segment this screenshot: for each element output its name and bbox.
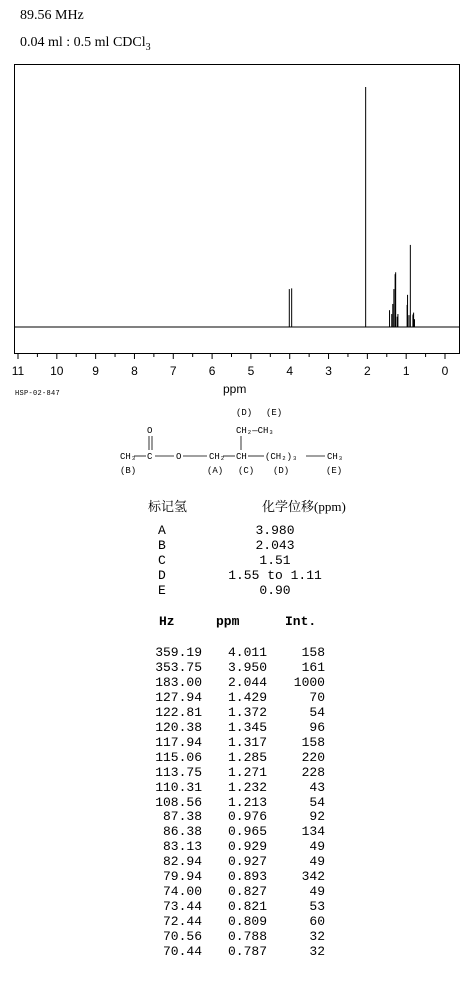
peak-hz: 79.94 bbox=[162, 869, 202, 885]
assign-label-c: C bbox=[158, 553, 166, 568]
assign-value-e: 0.90 bbox=[259, 583, 291, 598]
peak-ppm: 1.372 bbox=[227, 704, 267, 720]
assignment-header-shift: 化学位移(ppm) bbox=[262, 499, 346, 514]
peak-hz: 122.81 bbox=[155, 704, 202, 720]
peak-int: 54 bbox=[309, 794, 325, 810]
carbonyl-oxygen: O bbox=[147, 426, 153, 436]
peak-int: 32 bbox=[309, 929, 325, 945]
x-tick-label: 8 bbox=[131, 364, 138, 378]
x-axis-ticks bbox=[12, 354, 449, 378]
peak-hz: 353.75 bbox=[155, 659, 202, 675]
peak-int: 1000 bbox=[293, 674, 325, 690]
peak-int: 49 bbox=[309, 839, 325, 855]
ethyl-branch: CH₂—CH₃ bbox=[236, 426, 274, 436]
peak-int: 60 bbox=[309, 914, 325, 930]
label-b: (B) bbox=[120, 466, 137, 476]
label-a: (A) bbox=[207, 466, 224, 476]
peak-int: 43 bbox=[309, 779, 325, 795]
peak-hz: 70.56 bbox=[162, 929, 202, 945]
assign-label-d: D bbox=[158, 568, 166, 583]
ester-oxygen: O bbox=[176, 452, 182, 462]
peak-hz: 359.19 bbox=[155, 645, 202, 660]
peak-hz: 113.75 bbox=[155, 764, 202, 780]
peak-ppm: 0.893 bbox=[227, 869, 267, 885]
label-c: (C) bbox=[238, 466, 255, 476]
nmr-spectrum-chart bbox=[0, 0, 474, 400]
peak-ppm: 1.317 bbox=[227, 734, 267, 750]
x-tick-label: 11 bbox=[11, 364, 25, 378]
peak-hz: 86.38 bbox=[162, 824, 202, 840]
peak-int: 134 bbox=[301, 824, 325, 840]
peak-ppm: 1.271 bbox=[227, 764, 267, 780]
spectrum-peaks bbox=[289, 87, 414, 327]
label-group-e-top: (E) bbox=[266, 408, 283, 418]
peak-hz: 70.44 bbox=[162, 944, 202, 959]
peak-ppm: 1.285 bbox=[227, 749, 267, 765]
label-group-d-top: (D) bbox=[236, 408, 253, 418]
assign-label-e: E bbox=[158, 583, 166, 598]
label-d: (D) bbox=[273, 466, 290, 476]
spectrometer-frequency: 89.56 MHz bbox=[20, 8, 84, 23]
peak-hz: 120.38 bbox=[155, 719, 202, 735]
methylene-a: CH₂ bbox=[209, 452, 226, 462]
x-tick-label: 1 bbox=[402, 364, 410, 378]
peak-header-hz: Hz bbox=[159, 614, 175, 629]
peak-ppm: 0.929 bbox=[227, 839, 267, 855]
peak-hz: 117.94 bbox=[155, 734, 202, 750]
peak-int: 161 bbox=[301, 659, 325, 675]
peak-ppm: 1.345 bbox=[227, 719, 267, 735]
spectrum-code: HSP-02-847 bbox=[15, 390, 61, 398]
assign-label-a: A bbox=[158, 523, 166, 538]
peak-header-int: Int. bbox=[285, 614, 317, 629]
peak-int: 158 bbox=[301, 645, 325, 660]
x-axis-label: ppm bbox=[223, 382, 247, 396]
peak-int: 92 bbox=[309, 809, 325, 825]
assign-label-b: B bbox=[158, 538, 166, 553]
assign-value-a: 3.980 bbox=[255, 523, 295, 538]
peak-ppm: 0.821 bbox=[227, 899, 267, 915]
peak-hz: 108.56 bbox=[155, 794, 202, 810]
peak-ppm: 4.011 bbox=[227, 645, 267, 660]
peak-ppm: 0.927 bbox=[227, 854, 267, 870]
assign-value-b: 2.043 bbox=[255, 538, 295, 553]
assign-value-d: 1.55 to 1.11 bbox=[228, 568, 322, 583]
peak-ppm: 0.787 bbox=[227, 944, 267, 959]
peak-hz: 87.38 bbox=[162, 809, 202, 825]
peak-ppm: 0.788 bbox=[227, 929, 267, 945]
peak-hz: 83.13 bbox=[162, 839, 202, 855]
methylene-chain-d: (CH₂)₃ bbox=[265, 452, 298, 462]
peak-ppm: 0.976 bbox=[227, 809, 267, 825]
x-tick-label: 0 bbox=[441, 364, 449, 378]
peak-ppm: 0.965 bbox=[227, 824, 267, 840]
peak-ppm: 2.044 bbox=[227, 674, 267, 690]
peak-ppm: 1.429 bbox=[227, 689, 267, 705]
peak-hz: 183.00 bbox=[155, 674, 202, 690]
peak-hz: 82.94 bbox=[162, 854, 202, 870]
x-tick-label: 3 bbox=[325, 364, 332, 378]
x-tick-label: 5 bbox=[247, 364, 255, 378]
peak-int: 54 bbox=[309, 704, 325, 720]
molecule-structure bbox=[0, 400, 474, 488]
peak-int: 32 bbox=[309, 944, 325, 959]
peak-ppm: 1.213 bbox=[227, 794, 267, 810]
x-tick-label: 4 bbox=[286, 364, 294, 378]
peak-int: 70 bbox=[309, 689, 325, 705]
peak-int: 158 bbox=[301, 734, 325, 750]
peak-ppm: 0.827 bbox=[227, 884, 267, 900]
peak-int: 96 bbox=[309, 719, 325, 735]
x-tick-label: 6 bbox=[208, 364, 216, 378]
carbonyl-carbon: C bbox=[147, 452, 153, 462]
x-tick-label: 10 bbox=[50, 364, 64, 378]
peak-hz: 127.94 bbox=[155, 689, 202, 705]
peak-hz: 73.44 bbox=[162, 899, 202, 915]
sample-prefix: 0.04 ml : 0.5 ml CDCl bbox=[20, 35, 146, 50]
x-tick-label: 7 bbox=[169, 364, 177, 378]
methyl-acetyl: CH₃ bbox=[120, 452, 137, 462]
label-e: (E) bbox=[326, 466, 343, 476]
peak-hz: 115.06 bbox=[155, 749, 202, 765]
peak-hz: 74.00 bbox=[162, 884, 202, 900]
assign-value-c: 1.51 bbox=[259, 553, 291, 568]
peak-ppm: 1.232 bbox=[227, 779, 267, 795]
peak-int: 220 bbox=[301, 749, 325, 765]
methine-c: CH bbox=[236, 452, 247, 462]
x-tick-label: 2 bbox=[364, 364, 371, 378]
peak-int: 49 bbox=[309, 854, 325, 870]
peak-ppm: 3.950 bbox=[227, 659, 267, 675]
methyl-terminal-e: CH₃ bbox=[327, 452, 344, 462]
peak-int: 228 bbox=[301, 764, 325, 780]
peak-ppm: 0.809 bbox=[227, 914, 267, 930]
x-tick-label: 9 bbox=[92, 364, 99, 378]
peak-int: 53 bbox=[309, 899, 325, 915]
peak-hz: 110.31 bbox=[155, 779, 202, 795]
peak-int: 342 bbox=[301, 869, 325, 885]
peak-int: 49 bbox=[309, 884, 325, 900]
peak-hz: 72.44 bbox=[162, 914, 202, 930]
assignment-header-label: 标记氢 bbox=[148, 499, 188, 514]
sample-subscript: 3 bbox=[145, 42, 151, 53]
peak-header-ppm: ppm bbox=[216, 614, 240, 629]
